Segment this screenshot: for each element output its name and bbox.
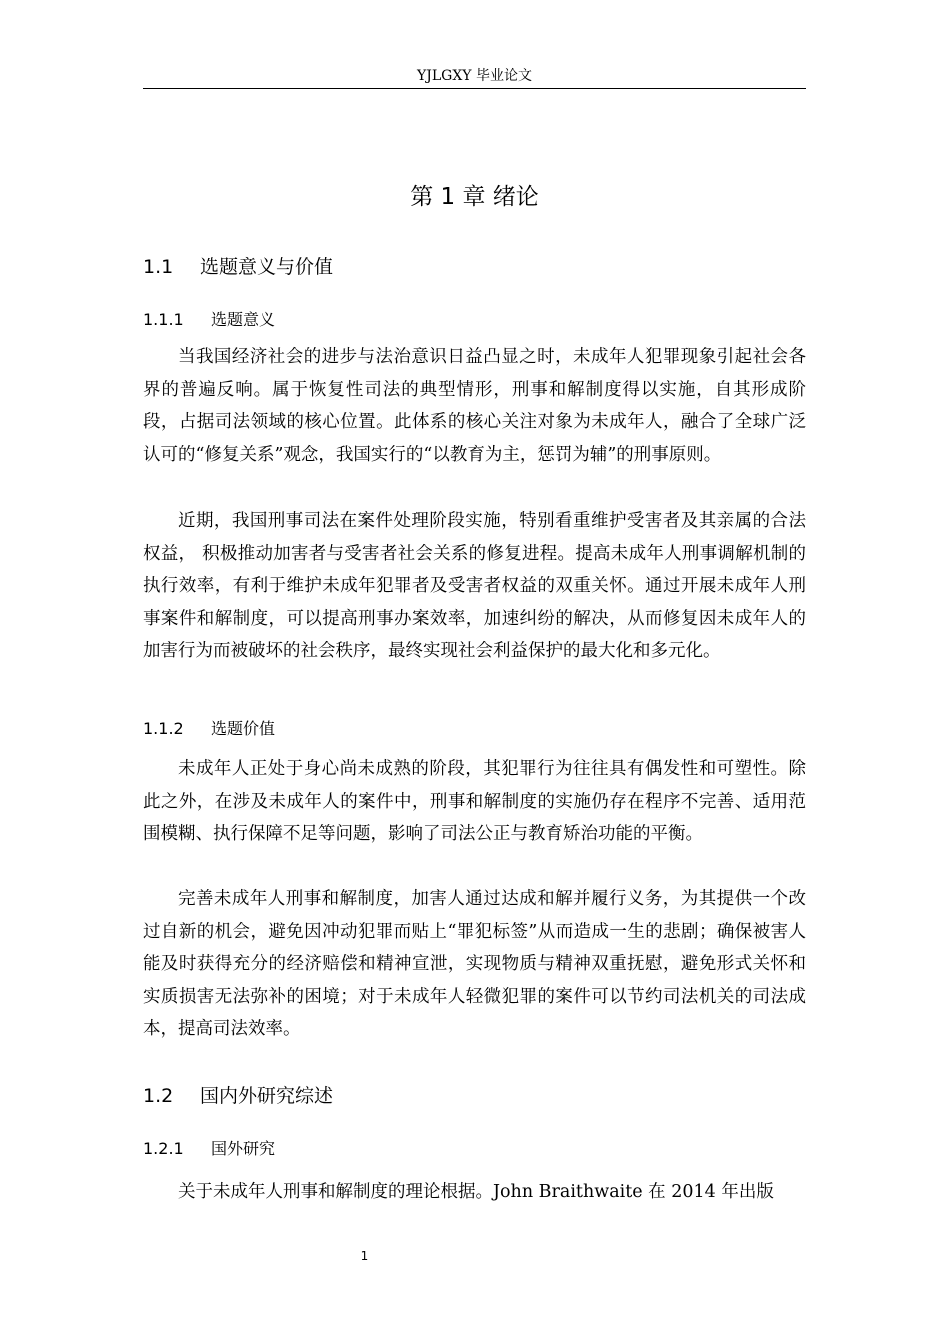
subsection-heading-1-1-1 (143, 308, 806, 332)
paragraph-1: 当我国经济社会的进步与法治意识日益凸显之时，未成年人犯罪现象引起社会各界的普遍反响。属于恢复性司法的典型情形，刑事和解制度得以实施，自其形成阶段，占据司法领域的核心位置。此体系的核心关注对象为未成年人，融合了全球广泛认可的“修复关系”观念，我国实行的“以教育为主，惩罚为辅”的刑事原则。 (143, 347, 806, 465)
subsection-title: 国外研究 (211, 1139, 276, 1158)
section-number: 1.2 (143, 1085, 174, 1107)
subsection-title: 选题意义 (211, 310, 276, 329)
subsection-heading-1-1-2 (143, 717, 806, 741)
section-heading-1-1 (143, 253, 806, 281)
subsection-number: 1.1.2 (143, 719, 184, 738)
page-header: YJLGXY 毕业论文 (143, 66, 806, 89)
section-heading-1-2 (143, 1082, 806, 1110)
paragraph-2: 近期，我国刑事司法在案件处理阶段实施，特别看重维护受害者及其亲属的合法权益， 积极推动加害者与受害者社会关系的修复进程。提高未成年人刑事调解机制的执行效率，有利于维护未成年犯罪者及受害者权益的双重关怀。通过开展未成年人刑事案件和解制度，可以提高刑事办案效率，加速纠纷的解决，从而修复因未成年人的加害行为而被破坏的社会秩序，最终实现社会利益保护的最大化和多元化。 (143, 511, 806, 662)
paragraph-4: 完善未成年人刑事和解制度，加害人通过达成和解并履行义务，为其提供一个改过自新的机会，避免因冲动犯罪而贴上“罪犯标签”从而造成一生的悲剧；确保被害人能及时获得充分的经济赔偿和精神宣泄，实现物质与精神双重抚慰，避免形式关怀和实质损害无法弥补的困境；对于未成年人轻微犯罪的案件可以节约司法机关的司法成本，提高司法效率。 (143, 889, 806, 1040)
subsection-number: 1.1.1 (143, 310, 184, 329)
paragraph-3: 未成年人正处于身心尚未成熟的阶段，其犯罪行为往往具有偶发性和可塑性。除此之外，在涉及未成年人的案件中，刑事和解制度的实施仍存在程序不完善、适用范围模糊、执行保障不足等问题，影响了司法公正与教育矫治功能的平衡。 (143, 759, 806, 845)
chapter-title: 第 1 章 绪论 (410, 184, 539, 210)
section-number: 1.1 (143, 256, 174, 278)
subsection-heading-1-2-1 (143, 1137, 806, 1161)
subsection-title: 选题价值 (211, 719, 276, 738)
section-title: 选题意义与价值 (200, 256, 334, 278)
paragraph-5: 关于未成年人刑事和解制度的理论根据。John Braithwaite 在 2014 年出版 (178, 1182, 774, 1202)
subsection-number: 1.2.1 (143, 1139, 184, 1158)
page-number: 1 (360, 1249, 369, 1263)
section-title: 国内外研究综述 (200, 1085, 334, 1107)
